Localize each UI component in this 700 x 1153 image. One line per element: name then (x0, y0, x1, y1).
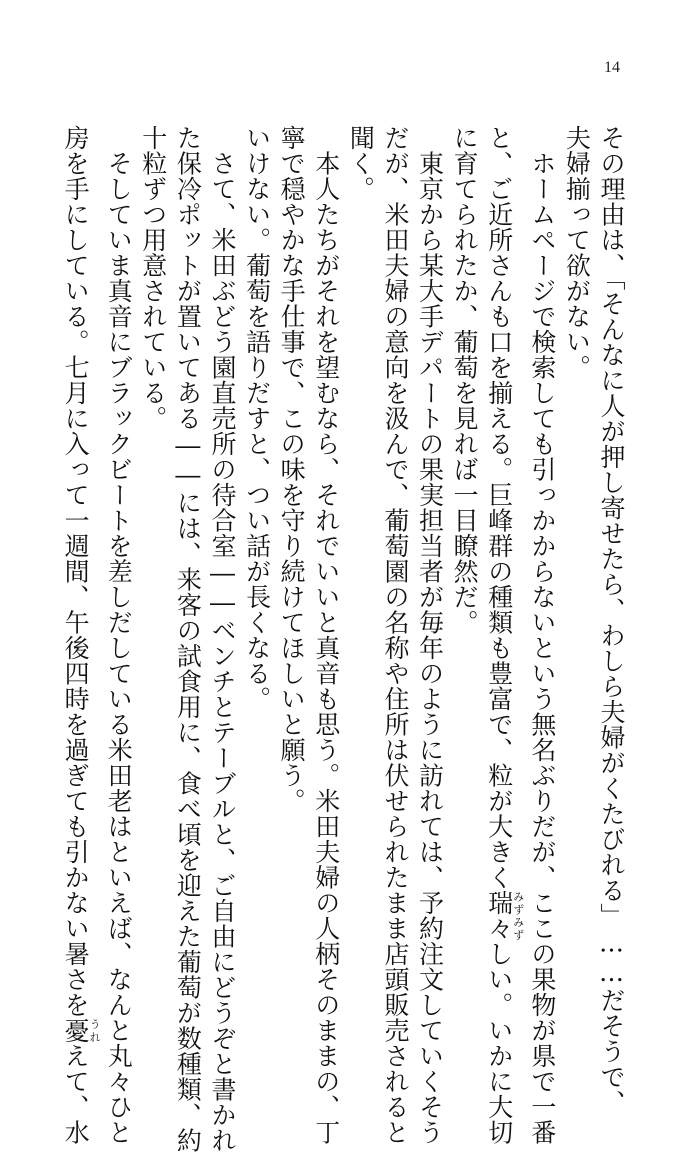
text-line (58, 125, 102, 1145)
ruby-base: 瑞々 (484, 890, 514, 941)
text-segment: 房を手にしている。七月に入って一週間、午後四時を過ぎても引かない暑さを (61, 125, 91, 1018)
text-line: 本人たちがそれを望むなら、それでいいと真音も思う。米田夫婦の人柄そのままの、丁 (311, 125, 341, 1145)
text-line: そしていま真音にブラックビートを差しだしている米田老はといえば、なんと丸々ひと (104, 125, 134, 1145)
ruby-base: 憂 (61, 1017, 91, 1043)
text-line: 聞く。 (346, 125, 376, 202)
ruby-annotation (484, 890, 525, 941)
text-segment: と、ご近所さんも口を揃える。巨峰群の種類も豊富で、粒が大きく (484, 125, 514, 890)
text-line (481, 125, 525, 1145)
text-line: に育てられたか、葡萄を見れば一目瞭然だ。 (450, 125, 480, 635)
page-number: 14 (604, 59, 620, 76)
text-segment: しい。いかに大切 (484, 941, 514, 1145)
text-line: 東京から某大手デパートの果実担当者が毎年のように訪れては、予約注文していくそう (415, 125, 445, 1145)
text-line: その理由は、「そんなに人が押し寄せたら、わしら夫婦がくたびれる」……だそうで、 (597, 125, 626, 1115)
ruby-reading: みずみず (511, 890, 525, 941)
text-line: さて、米田ぶどう園直売所の待合室――ベンチとテーブルと、ご自由にどうぞと書かれ (207, 125, 237, 1153)
text-line: ホームページで検索しても引っかからないという無名ぶりだが、ここの果物が県で一番 (527, 125, 557, 1145)
text-line: 寧で穏やかな手仕事で、この味を守り続けてほしいと願う。 (277, 125, 307, 814)
text-line: 夫婦揃って欲がない。 (562, 125, 592, 380)
body-text (58, 125, 629, 1153)
text-segment: えて、水 (61, 1043, 91, 1145)
text-line: 十粒ずつ用意されている。 (138, 125, 168, 431)
text-line: いけない。葡萄を語りだすと、つい話が長くなる。 (242, 125, 272, 712)
ruby-annotation (61, 1017, 102, 1044)
text-line: た保冷ポットが置いてある――には、来客の試食用に、食べ頃を迎えた葡萄が数種類、約 (173, 125, 203, 1153)
ruby-reading: うれ (88, 1017, 102, 1043)
text-line: だが、米田夫婦の意向を汲んで、葡萄園の名称や住所は伏せられたまま店頭販売されると (380, 125, 410, 1145)
